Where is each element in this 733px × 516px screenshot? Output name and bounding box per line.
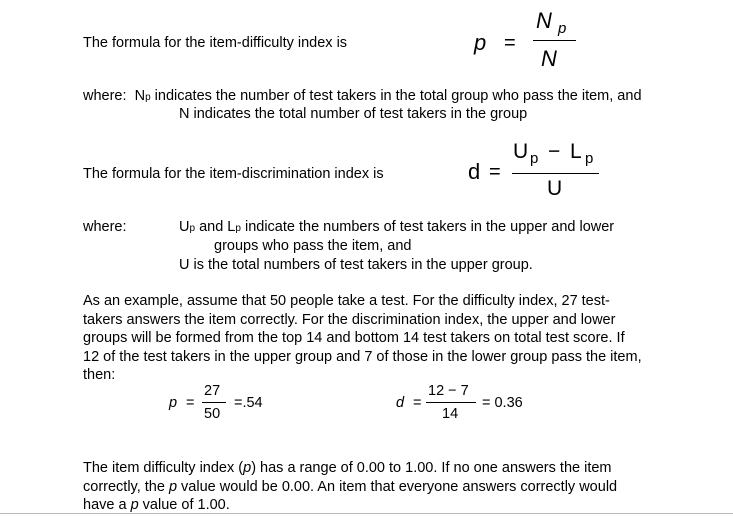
example-line: takers answers the item correctly. For the discrimination index, the upper and lower [83,311,616,328]
lp-symbol: and L [195,219,236,235]
up-subscript: p [189,223,196,234]
difficulty-formula-denominator: N [541,46,557,71]
range-text: value of 1.00. [138,497,230,514]
page-bottom-divider [0,513,733,514]
difficulty-where-line1 [83,87,642,107]
up-lp-description: indicate the numbers of test takers in the upper and lower [240,219,615,235]
discrimination-formula-equals: = [489,161,501,183]
example-line: then: [83,367,116,384]
difficulty-formula-numerator: N [536,8,552,33]
d-calc-lhs: d [396,395,405,411]
d-calc-fraction-bar [426,402,476,403]
discrimination-u-subscript: p [530,150,539,167]
range-p-symbol: p [168,478,178,495]
np-symbol: N [134,88,146,104]
range-p-symbol: p [130,497,139,514]
p-calc-numerator: 27 [204,383,221,399]
range-p-symbol: p [243,460,252,476]
discrimination-formula-denominator: U [547,177,563,200]
difficulty-formula-lhs: p [474,30,487,55]
where-label: where: [83,88,127,104]
difficulty-formula-numerator-sub: p [558,20,567,37]
discrimination-l-symbol: L [570,140,582,163]
discrimination-u-symbol: U [513,140,529,163]
range-text: ) has a range of 0.00 to 1.00. If no one answers the item [251,460,612,476]
p-calc-equals: = [186,395,195,411]
example-paragraph [83,292,642,385]
np-subscript: p [145,92,151,103]
p-calc-lhs: p [169,395,178,411]
range-line [83,459,617,478]
example-line: As an example, assume that 50 people take a test. For the difficulty index, 27 test- [83,293,610,309]
lp-subscript: p [235,223,241,234]
discrimination-intro: The formula for the item-discrimination index is [83,166,384,182]
discrimination-fraction-bar [512,173,599,174]
discrimination-formula-lhs: d [468,159,481,184]
difficulty-where-line2: N indicates the total number of test takers in the group [179,106,528,122]
discrimination-minus: − [548,140,561,163]
discrimination-where-line3: U is the total numbers of test takers in the upper group. [179,257,533,273]
range-text: have a [83,497,131,514]
range-text: The item difficulty index ( [83,460,244,476]
example-line: groups will be formed from the top 14 and bottom 14 test takers on total test score. If [83,330,625,347]
d-calc-denominator: 14 [442,406,459,422]
discrimination-where-line2: groups who pass the item, and [214,238,412,254]
range-paragraph [83,459,617,515]
example-line: 12 of the test takers in the upper group and 7 of those in the lower group pass the item, [83,348,642,365]
p-calc-result: =.54 [234,395,263,411]
up-symbol: U [179,219,190,235]
difficulty-formula-equals: = [504,32,516,54]
d-calc-equals: = [413,395,422,411]
difficulty-intro: The formula for the item-difficulty index is [83,35,348,51]
discrimination-l-subscript: p [585,150,594,167]
discrimination-where-label: where: [83,219,127,235]
range-text: value would be 0.00. An item that everyone answers correctly would [177,478,618,495]
p-calc-fraction-bar [202,402,226,403]
range-text: correctly, the [83,478,169,495]
p-calc-denominator: 50 [204,406,221,422]
range-line [83,478,617,497]
d-calc-numerator: 12 − 7 [428,383,469,399]
d-calc-result: = 0.36 [482,395,523,411]
discrimination-where-line1 [179,218,614,238]
np-description: indicates the number of test takers in the total group who pass the item, and [150,88,642,104]
difficulty-fraction-bar [533,40,576,41]
range-line [83,496,617,515]
